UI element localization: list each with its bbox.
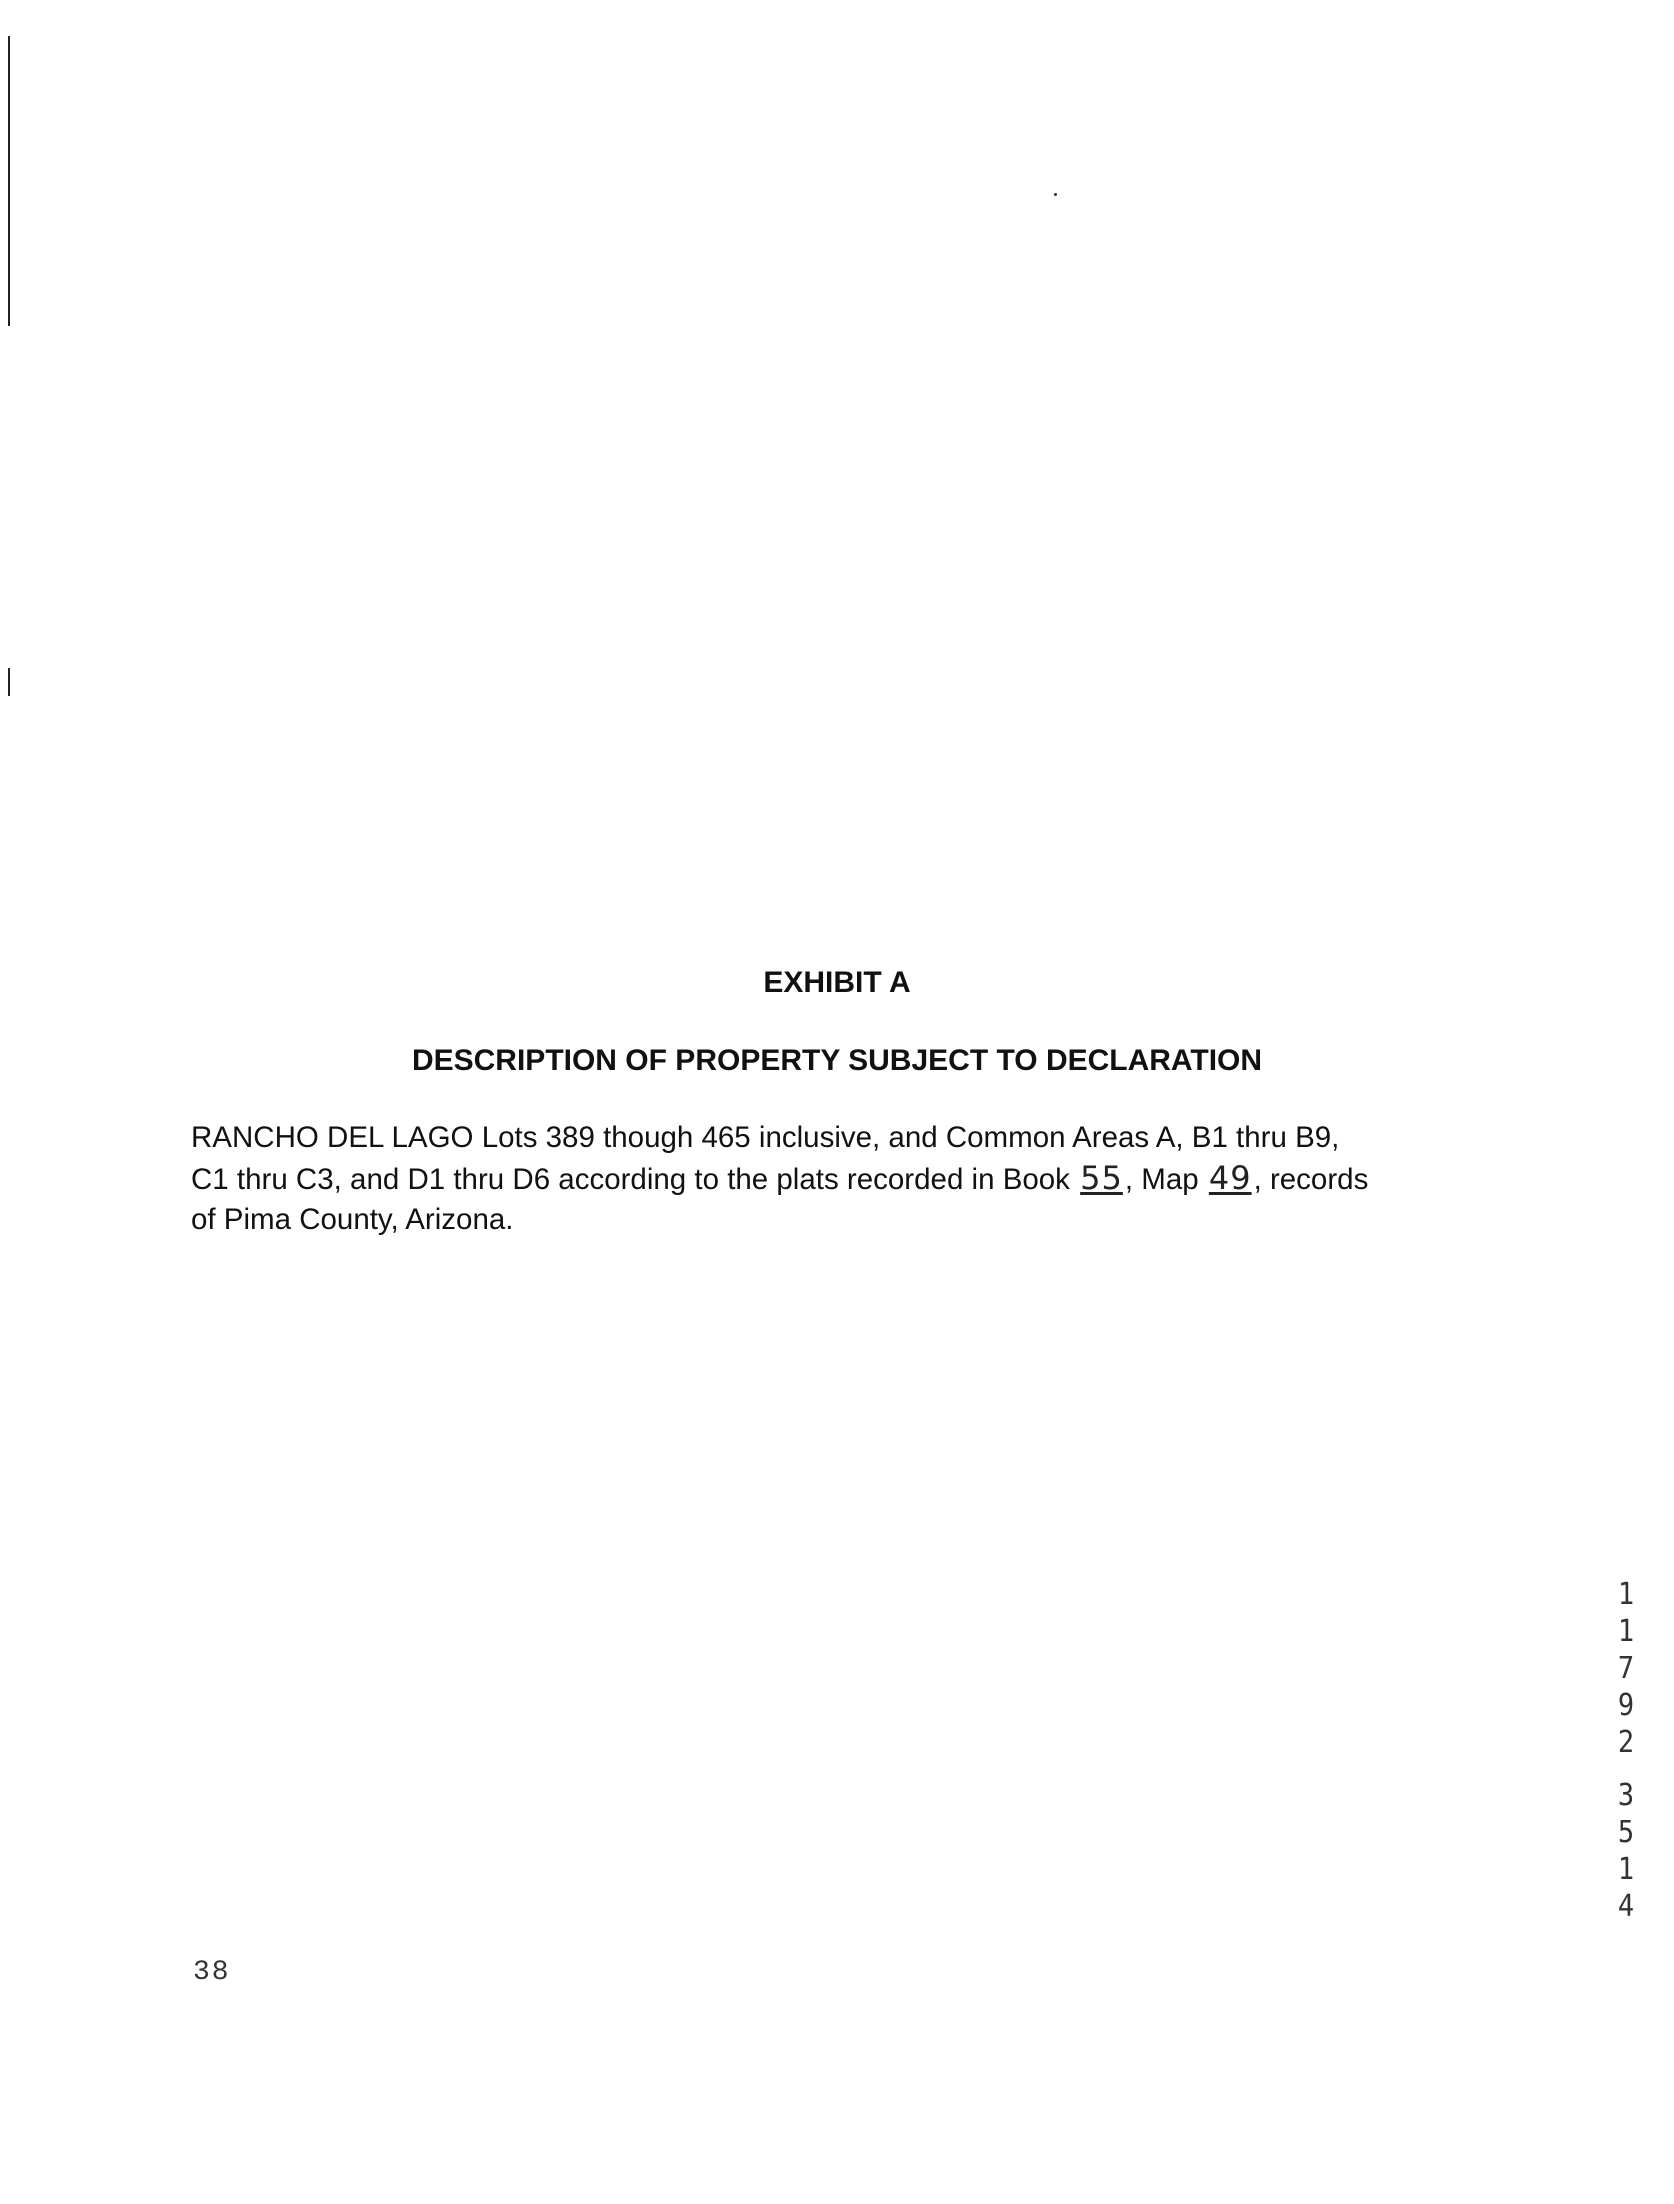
recording-stamp-bottom — [1606, 1777, 1646, 1925]
description-line-1: RANCHO DEL LAGO Lots 389 though 465 inclusive, and Common Areas A, B1 thru B9, — [191, 1121, 1340, 1154]
page-number: 38 — [193, 1957, 231, 1988]
book-number-handwritten: 55 — [1080, 1159, 1123, 1197]
description-line-3: of Pima County, Arizona. — [191, 1203, 514, 1236]
stamp-digit: 1 — [1617, 1852, 1635, 1887]
section-title: DESCRIPTION OF PROPERTY SUBJECT TO DECLARATION — [411, 1044, 1263, 1077]
stamp-digit: 1 — [1617, 1577, 1635, 1612]
stamp-digit: 7 — [1617, 1651, 1635, 1686]
description-line-2-start: C1 thru C3, and D1 thru D6 according to the plats recorded in Book — [191, 1163, 1079, 1196]
stamp-digit: 4 — [1617, 1889, 1635, 1924]
stamp-digit: 3 — [1617, 1778, 1635, 1813]
description-line-2 — [191, 1158, 1531, 1200]
scan-edge-mark — [8, 36, 10, 326]
map-number-handwritten: 49 — [1208, 1159, 1252, 1197]
stamp-digit: 2 — [1617, 1725, 1635, 1760]
scan-edge-mark — [8, 668, 10, 696]
stamp-digit: 9 — [1617, 1688, 1635, 1723]
scan-speck — [1054, 193, 1057, 196]
property-description — [191, 1118, 1531, 1240]
stamp-digit: 5 — [1617, 1815, 1635, 1850]
recording-stamp-top — [1606, 1576, 1646, 1761]
stamp-digit: 1 — [1617, 1614, 1635, 1649]
description-line-2-end: , records — [1253, 1163, 1369, 1196]
description-line-2-middle: , Map — [1124, 1163, 1207, 1196]
exhibit-title: EXHIBIT A — [763, 966, 911, 999]
